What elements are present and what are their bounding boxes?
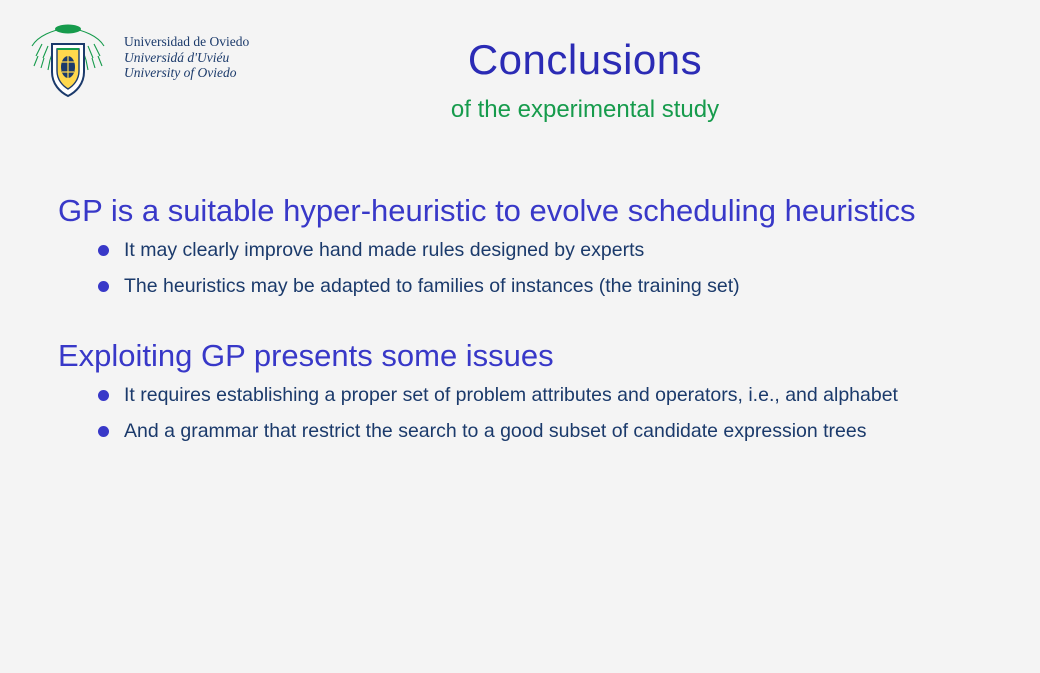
list-item: It may clearly improve hand made rules designed by experts <box>98 237 988 263</box>
bullet-list-1 <box>58 237 988 299</box>
list-item: The heuristics may be adapted to families of instances (the training set) <box>98 273 988 299</box>
bullet-list-2 <box>58 382 988 444</box>
slide-title <box>0 36 1040 84</box>
slide-subtitle <box>0 96 1040 124</box>
slide-body <box>58 190 988 454</box>
slide-subtitle-text: of the experimental study <box>450 96 720 123</box>
list-item: And a grammar that restrict the search to a good subset of candidate expression trees <box>98 418 988 444</box>
university-name-line-2: Universidá d'Uviéu <box>124 49 230 65</box>
list-item: It requires establishing a proper set of problem attributes and operators, i.e., and alphabet <box>98 382 988 408</box>
section-heading-2: Exploiting GP presents some issues <box>58 338 554 373</box>
university-name-line-3: University of Oviedo <box>124 65 237 80</box>
slide-title-text: Conclusions <box>467 36 703 83</box>
section-heading-1: GP is a suitable hyper-heuristic to evolve scheduling heuristics <box>58 193 916 228</box>
university-name-line-1: Universidad de Oviedo <box>124 34 250 49</box>
